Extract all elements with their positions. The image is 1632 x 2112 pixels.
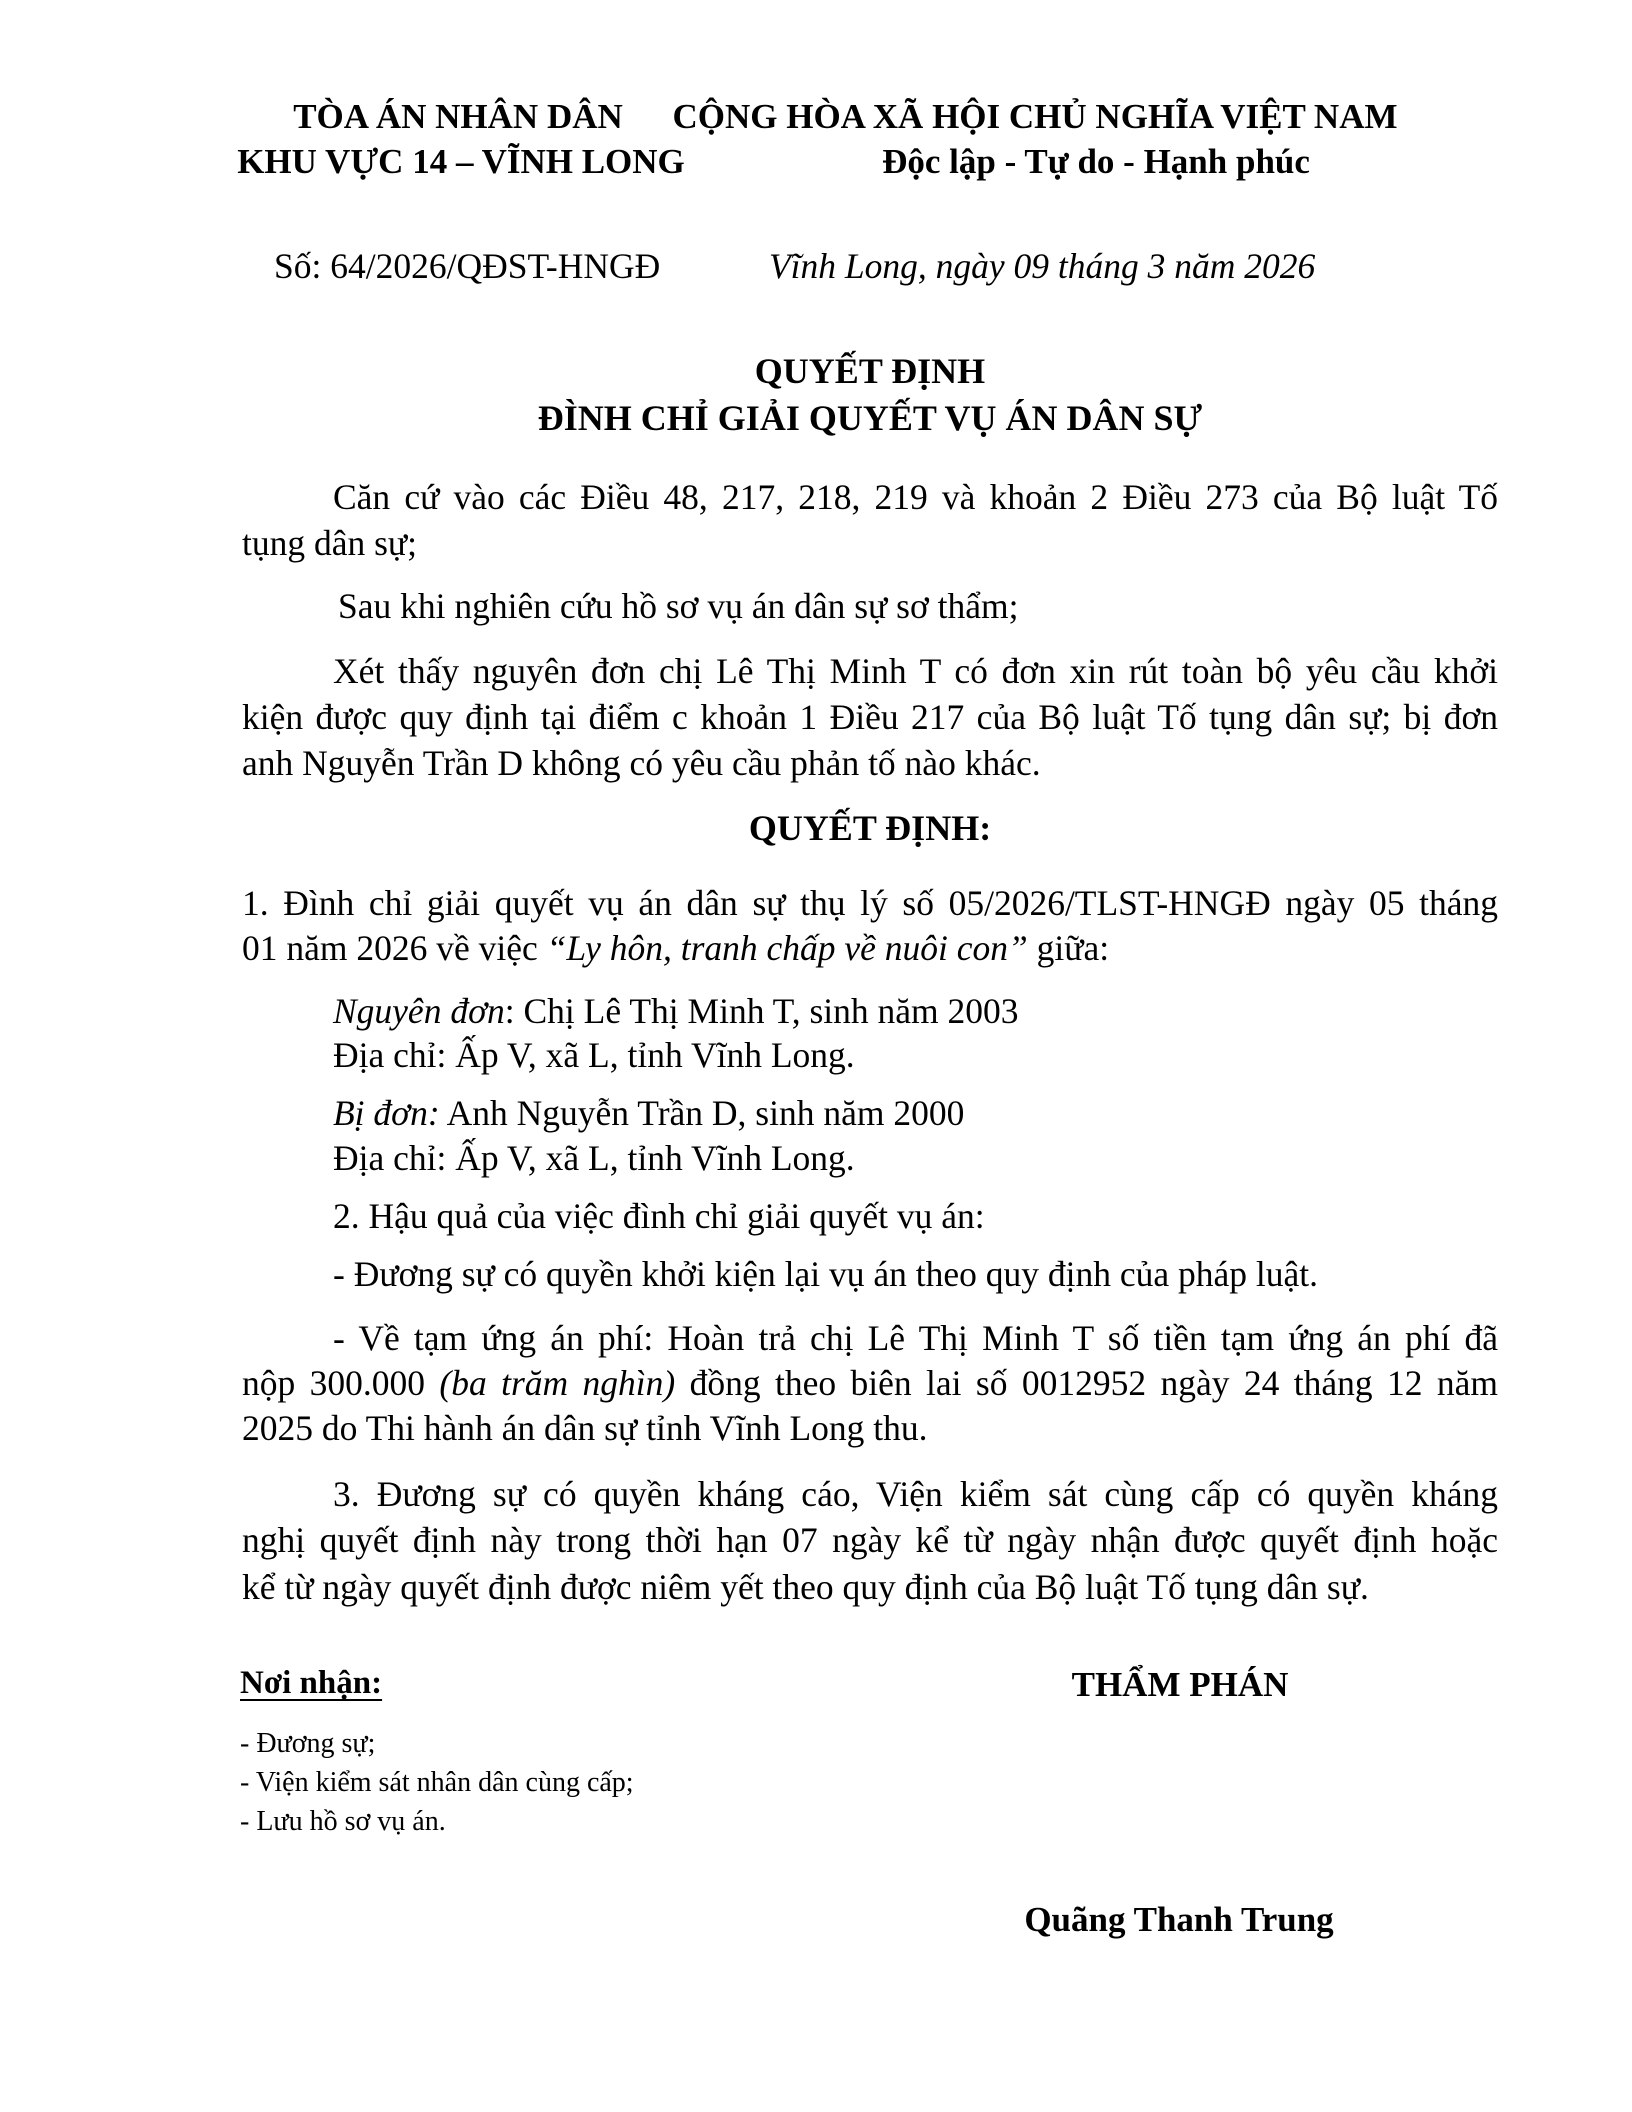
item1-line2-suffix: giữa: [1027,928,1110,968]
signer-name: Quãng Thanh Trung [1024,1900,1334,1939]
fee-amount-prefix: nộp 300.000 [242,1363,440,1403]
item1-line2-prefix: 01 năm 2026 về việc [242,928,547,968]
defendant-value: Anh Nguyễn Trần D, sinh năm 2000 [439,1093,965,1133]
court-name-line1: TÒA ÁN NHÂN DÂN [293,97,623,136]
court-name-line2: KHU VỰC 14 – VĨNH LONG [237,142,685,181]
item2-bullet1: - Đương sự có quyền khởi kiện lại vụ án theo quy định của pháp luật. [333,1254,1319,1294]
preamble-consideration-line3: anh Nguyễn Trần D không có yêu cầu phản tố nào khác. [242,743,1041,783]
preamble-legal-basis-line1: Căn cứ vào các Điều 48, 217, 218, 219 và khoản 2 Điều 273 của Bộ luật Tố [333,477,1498,517]
item1-line1: 1. Đình chỉ giải quyết vụ án dân sự thụ lý số 05/2026/TLST-HNGĐ ngày 05 tháng [242,883,1498,923]
plaintiff-value: : Chị Lê Thị Minh T, sinh năm 2003 [504,991,1019,1031]
item2-heading: 2. Hậu quả của việc đình chỉ giải quyết vụ án: [333,1196,985,1236]
plaintiff-info [333,991,1019,1031]
defendant-info [333,1093,965,1133]
item2-bullet2-line1: - Về tạm ứng án phí: Hoàn trả chị Lê Thị Minh T số tiền tạm ứng án phí đã [333,1318,1498,1358]
preamble-review: Sau khi nghiên cứu hồ sơ vụ án dân sự sơ thẩm; [338,586,1019,626]
defendant-label: Bị đơn: [333,1093,440,1133]
item3-line3: kể từ ngày quyết định được niêm yết theo quy định của Bộ luật Tố tụng dân sự. [242,1567,1369,1607]
item3-line1: 3. Đương sự có quyền kháng cáo, Viện kiểm sát cùng cấp có quyền kháng [333,1474,1498,1514]
recipients-heading: Nơi nhận: [240,1665,383,1701]
item3-line2: nghị quyết định này trong thời hạn 07 ngày kể từ ngày nhận được quyết định hoặc [242,1520,1498,1560]
decision-number: Số: 64/2026/QĐST-HNGĐ [274,246,661,286]
preamble-consideration-line1: Xét thấy nguyên đơn chị Lê Thị Minh T có đơn xin rút toàn bộ yêu cầu khởi [333,651,1498,691]
plaintiff-label: Nguyên đơn [333,991,505,1031]
national-title: CỘNG HÒA XÃ HỘI CHỦ NGHĨA VIỆT NAM [672,97,1398,136]
document-title: QUYẾT ĐỊNH [754,351,986,391]
recipient-item: - Viện kiểm sát nhân dân cùng cấp; [240,1767,634,1798]
case-type-quote: “Ly hôn, tranh chấp về nuôi con” [546,928,1028,968]
defendant-address: Địa chỉ: Ấp V, xã L, tỉnh Vĩnh Long. [333,1138,855,1178]
national-motto: Độc lập - Tự do - Hạnh phúc [882,142,1310,181]
fee-amount-suffix: đồng theo biên lai số 0012952 ngày 24 tháng 12 năm [675,1363,1498,1403]
item2-bullet2-line3: 2025 do Thi hành án dân sự tỉnh Vĩnh Long thu. [242,1408,928,1448]
recipient-item: - Lưu hồ sơ vụ án. [240,1806,446,1837]
place-date: Vĩnh Long, ngày 09 tháng 3 năm 2026 [769,246,1316,286]
document-subtitle: ĐÌNH CHỈ GIẢI QUYẾT VỤ ÁN DÂN SỰ [537,398,1203,438]
recipient-item: - Đương sự; [240,1728,376,1759]
signer-title: THẨM PHÁN [1071,1665,1289,1704]
item1-line2 [242,928,1110,968]
fee-amount-words: (ba trăm nghìn) [439,1363,676,1403]
decision-heading: QUYẾT ĐỊNH: [748,808,992,848]
preamble-legal-basis-line2: tụng dân sự; [242,523,418,563]
preamble-consideration-line2: kiện được quy định tại điểm c khoản 1 Điều 217 của Bộ luật Tố tụng dân sự; bị đơn [242,697,1498,737]
plaintiff-address: Địa chỉ: Ấp V, xã L, tỉnh Vĩnh Long. [333,1035,855,1075]
item2-bullet2-line2 [242,1363,1498,1406]
